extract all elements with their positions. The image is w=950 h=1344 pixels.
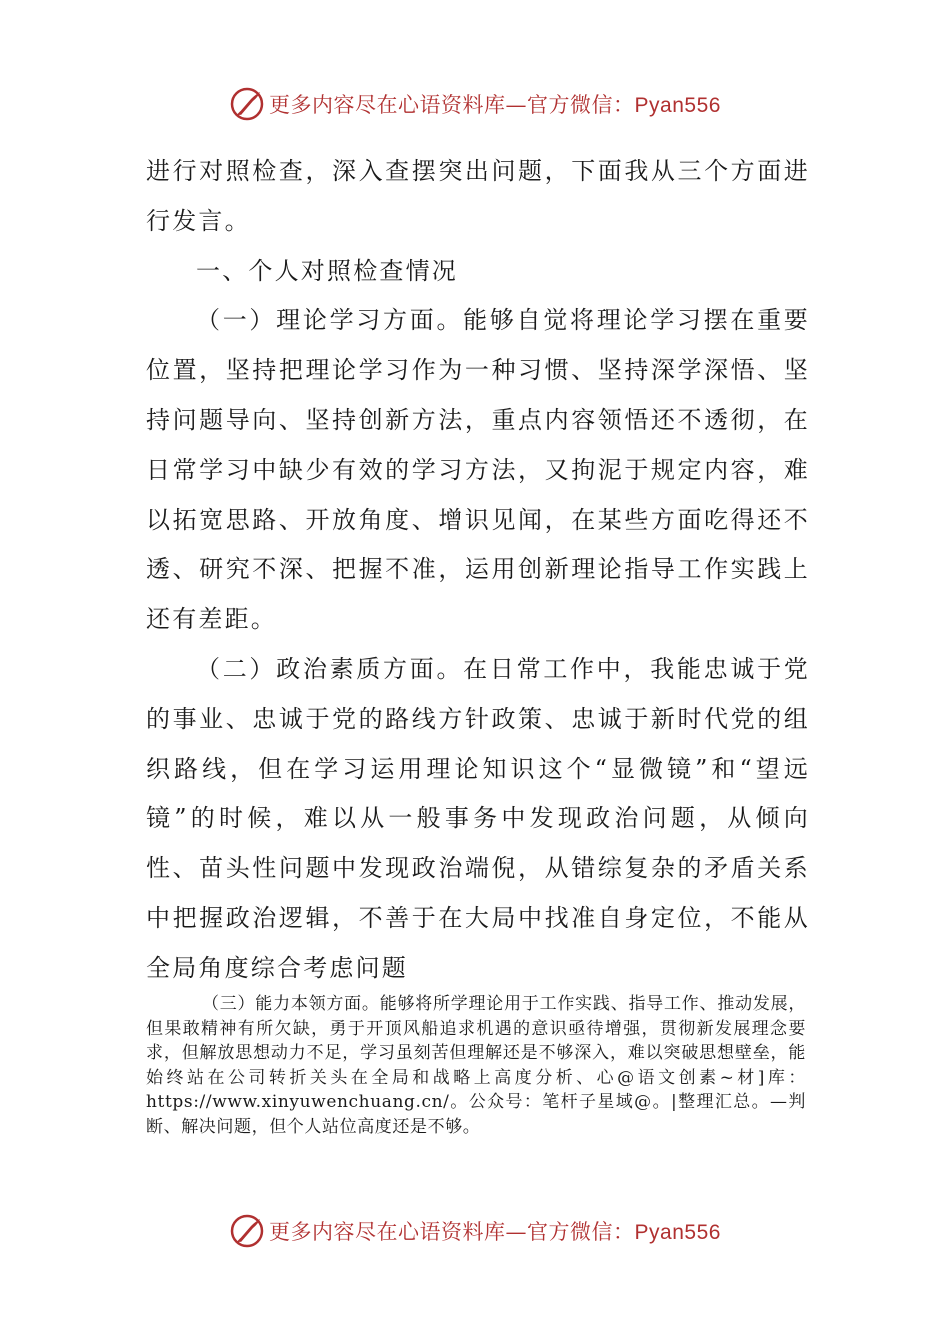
section-heading: 一、个人对照检查情况 bbox=[196, 256, 458, 285]
document-body bbox=[146, 147, 810, 994]
document-body-small bbox=[146, 992, 806, 1140]
watermark-banner-bottom bbox=[0, 1211, 950, 1251]
paragraph: （一）理论学习方面。能够自觉将理论学习摆在重要位置，坚持把理论学习作为一种习惯、坚持深学深悟、坚持问题导向、坚持创新方法，重点内容领悟还不透彻，在日常学习中缺少有效的学习方法，又拘泥于规定内容，难以拓宽思路、开放角度、增识见闻，在某些方面吃得还不透、研究不深、把握不准，运用创新理论指导工作实践上还有差距。 bbox=[146, 306, 810, 634]
watermark-banner-top bbox=[0, 84, 950, 124]
watermark-text: 更多内容尽在心语资料库—官方微信：Pyan556 bbox=[269, 93, 721, 117]
paragraph: （二）政治素质方面。在日常工作中，我能忠诚于党的事业、忠诚于党的路线方针政策、忠诚于新时代党的组织路线，但在学习运用理论知识这个“显微镜”和“望远镜”的时候，难以从一般事务中发现政治问题，从倾向性、苗头性问题中发现政治端倪，从错综复杂的矛盾关系中把握政治逻辑，不善于在大局中找准自身定位，不能从全局角度综合考虑问题 bbox=[146, 654, 810, 982]
wechat-id: Pyan556 bbox=[634, 94, 721, 117]
quill-logo-icon bbox=[229, 86, 265, 122]
watermark-text: 更多内容尽在心语资料库—官方微信：Pyan556 bbox=[269, 1220, 721, 1244]
quill-logo-icon bbox=[229, 1213, 265, 1249]
paragraph-small: （三）能力本领方面。能够将所学理论用于工作实践、指导工作、推动发展，但果敢精神有所欠缺，勇于开顶风船追求机遇的意识亟待增强，贯彻新发展理念要求，但解放思想动力不足，学习虽刻苦但理解还是不够深入，难以突破思想壁垒，能始终站在公司转折关头在全局和战略上高度分析、心@语文创素~材]库：https://www.xinyuwenchuang.cn/。公众号：笔杆子星域@。|整理汇总。—判断、解决问题，但个人站位高度还是不够。 bbox=[146, 994, 806, 1137]
wechat-id: Pyan556 bbox=[634, 1221, 721, 1244]
paragraph: 进行对照检查，深入查摆突出问题，下面我从三个方面进行发言。 bbox=[146, 157, 810, 235]
